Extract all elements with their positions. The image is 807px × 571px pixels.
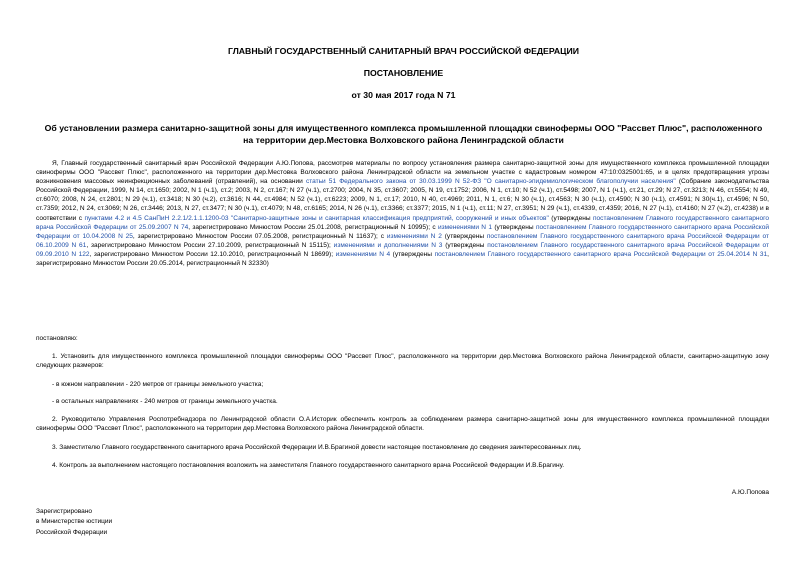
registration-line-1: Зарегистрировано bbox=[36, 508, 93, 515]
clause-2: 2. Руководителю Управления Роспотребнадзора по Ленинградской области О.А.Историк обеспечить контроль за соблюдением размера санитарно-защитной зоны для имущественного комплекса промышленной площадки свинофермы ООО "Рассвет Плюс", расположенного на территории дер.Местовка Волховского района Ленинградской области. bbox=[36, 416, 769, 433]
resolution-31-link[interactable]: постановлением Главного государственного санитарного врача Российской Федерации от 25.04.2014 N 31 bbox=[434, 250, 768, 258]
resolution-61-link[interactable]: постановлением Главного государственного санитарного врача Российской Федерации от 06.10.2009 N 61 bbox=[36, 232, 769, 249]
preamble-text: , зарегистрировано Минюстом России 20.05.2014, регистрационный N 32330) bbox=[36, 250, 769, 268]
clause-1-bullet-south: - в южном направлении - 220 метров от границы земельного участка; bbox=[52, 381, 264, 388]
registration-line-3: Российской Федерации bbox=[36, 528, 108, 536]
clause-1: 1. Установить для имущественного комплекса промышленной площадки свинофермы ООО "Рассвет Плюс", расположенного на территории дер.Местовка Волховского района Ленинградской области, санитарно-защитную зону следующих размеров: bbox=[36, 353, 769, 370]
document-title bbox=[40, 122, 767, 146]
registration-line-2: в Министерстве юстиции bbox=[36, 518, 113, 526]
amendments-4-link[interactable]: изменениями N 4 bbox=[335, 250, 391, 258]
amendments-3-link[interactable]: изменениями и дополнениями N 3 bbox=[333, 241, 443, 249]
amendments-1-link[interactable]: изменениями N 1 bbox=[437, 223, 492, 231]
amendments-2-link[interactable]: изменениями N 2 bbox=[386, 232, 442, 240]
law-article-51-link[interactable]: статьи 51 Федерального закона от 30.03.1999 N 52-ФЗ "О санитарно-эпидемиологическом благополучии населения" bbox=[305, 178, 676, 186]
issuing-authority: ГЛАВНЫЙ ГОСУДАРСТВЕННЫЙ САНИТАРНЫЙ ВРАЧ РОССИЙСКОЙ ФЕДЕРАЦИИ bbox=[227, 46, 579, 56]
preamble-text: Я, Главный государственный санитарный врач Российской Федерации А.Ю.Попова, рассмотрев материалы по вопросу установления размера санитарно-защитной зоны для имущественного комплекса промышленной площадки свинофермы ООО "Рассвет Плюс", расположенного на территории дер.Местовка Волховского района Ленинградской области на земельном участке с кадастровым номером 47:10:0325001:65, и в целях предотвращения угрозы возникновения массовых неинфекционных заболеваний (отравлений), на основании bbox=[36, 160, 769, 186]
preamble-text: , зарегистрировано Минюстом России 25.01.2008, регистрационный N 10995); с bbox=[188, 223, 438, 231]
document-date-number: от 30 мая 2017 года N 71 bbox=[351, 90, 456, 100]
registration-note bbox=[36, 507, 112, 538]
preamble-paragraph bbox=[36, 159, 769, 268]
clause-4: 4. Контроль за выполнением настоящего постановления возложить на заместителя Главного государственного санитарного врача Российской Федерации И.В.Брагину. bbox=[52, 462, 565, 469]
preamble-text: (утверждены bbox=[442, 241, 488, 249]
resolution-74-link[interactable]: постановлением Главного государственного санитарного врача Российской Федерации от 25.09.2007 N 74 bbox=[36, 214, 769, 231]
document-type: ПОСТАНОВЛЕНИЕ bbox=[363, 68, 444, 78]
clause-1-bullet-other: - в остальных направлениях - 240 метров от границы земельного участка. bbox=[52, 398, 278, 405]
title-line-1: Об установлении размера санитарно-защитной зоны для имущественного комплекса промышленной площадки свинофермы ООО "Рассвет Плюс", расположенного bbox=[44, 123, 763, 133]
preamble-text: , зарегистрировано Минюстом России 07.05.2008, регистрационный N 11637); с bbox=[132, 232, 387, 240]
signatory-name: А.Ю.Попова bbox=[731, 489, 769, 496]
preamble-text: (утверждены bbox=[441, 232, 487, 240]
clause-3: 3. Заместителю Главного государственного санитарного врача Российской Федерации И.В.Брагиной довести настоящее постановление до сведения заинтересованных лиц. bbox=[52, 444, 582, 451]
title-line-2: на территории дер.Местовка Волховского района Ленинградской области bbox=[243, 135, 564, 145]
preamble-text: (утверждены bbox=[548, 214, 593, 222]
resolution-122-link[interactable]: постановлением Главного государственного санитарного врача Российской Федерации от 09.09.2010 N 122 bbox=[36, 241, 769, 258]
preamble-text: (утверждены bbox=[492, 223, 536, 231]
preamble-text: , зарегистрировано Минюстом России 12.10.2010, регистрационный N 18699); bbox=[89, 250, 336, 258]
resolves-label: постановляю: bbox=[36, 335, 78, 342]
preamble-text: (Собрание законодательства Российской Федерации, 1999, N 14, ст.1650; 2002, N 1 (ч.1), ст.2; 2003, N 2, ст.167; N 27 (ч.1), ст.2700; 2004, N 35, ст.3607; 2005, N 19, ст.1752; 2006, N 1, ст.10; N 52 (ч.1), ст.5498; 2007, N 1 (ч.1), ст.21, ст.29; N 27, ст.3213; N 46, ст.5554; N 49, ст.6070; 2008, N 24, ст.2801; N 29 (ч.1), ст.3418; N 30 (ч.2), ст.3616; N 44, ст.4984; N 52 (ч.1), ст.6223; 2009, N 1, ст.17; 2010, N 40, ст.4969; 2011, N 1, ст.6; N 30 (ч.1), ст.4563; N 30 (ч.1), ст.4590; N 30 (ч.1), ст.4591; N 30(ч.1), ст.4596; N 50, ст.7359; 2012, N 24, ст.3069; N 26, ст.3446; 2013, N 27, ст.3477; N 30 (ч.1), ст.4079; N 48, ст.6165; 2014, N 26 (ч.1), ст.3366; ст.3377; 2015, N 1 (ч.1), ст.11; N 27, ст.3951; N 29 (ч.1), ст.4339, ст.4359; 2016, N 27 (ч.1), ст.4160; N 27 (ч.2), ст.4238) и в соответствии с bbox=[36, 178, 769, 222]
resolution-25-link[interactable]: постановлением Главного государственного санитарного врача Российской Федерации от 10.04.2008 N 25 bbox=[36, 223, 769, 240]
preamble-text: (утверждены bbox=[390, 250, 435, 258]
sanpin-link[interactable]: пунктами 4.2 и 4.5 СанПиН 2.2.1/2.1.1.1200-03 "Санитарно-защитные зоны и санитарная классификация предприятий, сооружений и иных объектов" bbox=[84, 214, 549, 222]
preamble-text: , зарегистрировано Минюстом России 27.10.2009, регистрационный N 15115); bbox=[86, 241, 334, 249]
